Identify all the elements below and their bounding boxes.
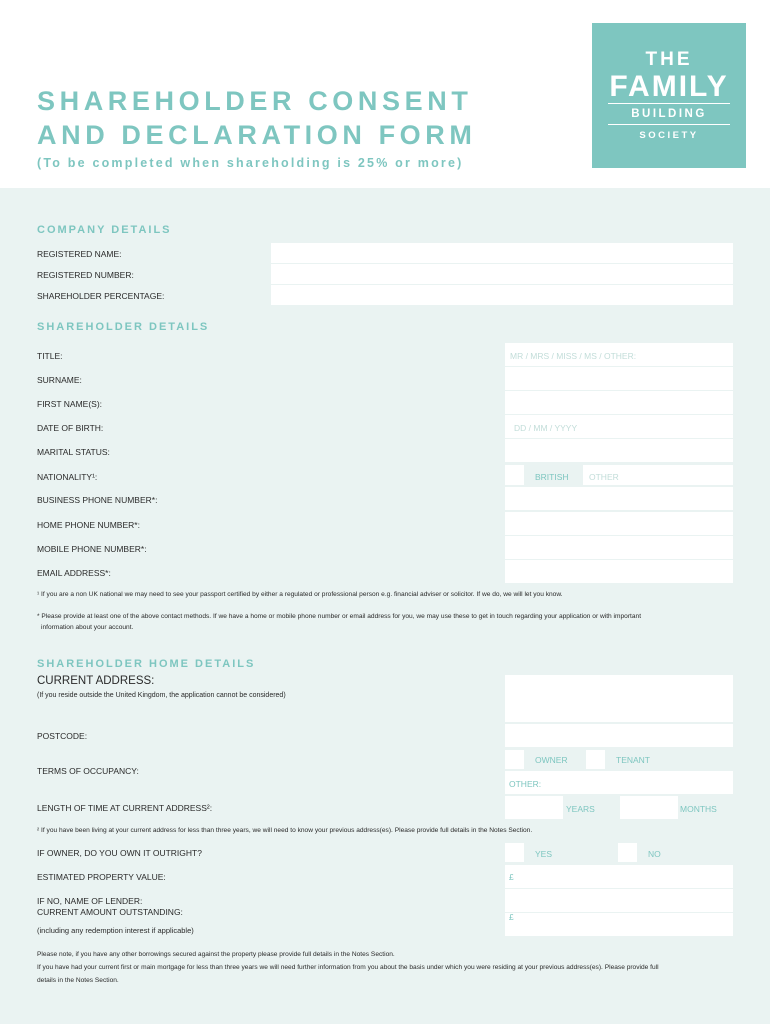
company-details-heading: COMPANY DETAILS xyxy=(37,224,172,236)
business-phone-label: BUSINESS PHONE NUMBER*: xyxy=(37,495,158,505)
lender-name-label: IF NO, NAME OF LENDER: xyxy=(37,896,143,906)
property-value-currency: £ xyxy=(509,872,514,882)
logo-divider xyxy=(608,103,730,104)
business-phone-field[interactable] xyxy=(505,487,733,510)
contact-footnote-line-1: * Please provide at least one of the above contact methods. If we have a home or mobile phone number or email address for you, we may use these to get in touch regarding your application or with important xyxy=(37,613,642,620)
months-unit-label: MONTHS xyxy=(680,804,717,814)
mobile-phone-field[interactable] xyxy=(505,536,733,559)
email-label: EMAIL ADDRESS*: xyxy=(37,568,111,578)
borrowings-note: Please note, if you have any other borrowings secured against the property please provide full details in the Notes Section. xyxy=(37,951,395,958)
yes-option-label: YES xyxy=(535,849,553,859)
redemption-note: (including any redemption interest if applicable) xyxy=(37,926,194,935)
owner-option-label: OWNER xyxy=(535,755,568,765)
no-option-label: NO xyxy=(648,849,661,859)
own-outright-yes-checkbox[interactable] xyxy=(505,843,524,862)
first-names-field[interactable] xyxy=(505,391,733,414)
logo-the: THE xyxy=(645,49,693,70)
title-options: MR / MRS / MISS / MS / OTHER: xyxy=(510,351,637,361)
surname-field[interactable] xyxy=(505,367,733,390)
property-value-label: ESTIMATED PROPERTY VALUE: xyxy=(37,872,166,882)
home-phone-field[interactable] xyxy=(505,512,733,535)
registered-name-label: REGISTERED NAME: xyxy=(37,249,122,259)
page-subtitle: (To be completed when shareholding is 25% or more) xyxy=(37,156,464,170)
previous-address-footnote: ² If you have been living at your current address for less than three years, we will need to know your previous address(es). Please provide full details in the Notes Section. xyxy=(37,827,533,834)
logo-society: SOCIETY xyxy=(639,130,699,141)
contact-footnote-line-2: information about your account. xyxy=(41,624,134,631)
registered-number-field[interactable] xyxy=(271,264,733,284)
mobile-phone-label: MOBILE PHONE NUMBER*: xyxy=(37,544,147,554)
shareholder-percentage-field[interactable] xyxy=(271,285,733,305)
title-line-2: AND DECLARATION FORM xyxy=(37,120,477,150)
shareholder-details-heading: SHAREHOLDER DETAILS xyxy=(37,321,210,333)
marital-status-field[interactable] xyxy=(505,439,733,462)
british-option-label: BRITISH xyxy=(535,472,569,482)
property-value-field[interactable] xyxy=(505,865,733,888)
home-details-heading: SHAREHOLDER HOME DETAILS xyxy=(37,658,256,670)
nationality-british-checkbox[interactable] xyxy=(505,465,524,485)
amount-outstanding-label: CURRENT AMOUNT OUTSTANDING: xyxy=(37,907,183,917)
home-phone-label: HOME PHONE NUMBER*: xyxy=(37,520,140,530)
email-field[interactable] xyxy=(505,560,733,583)
terms-of-occupancy-label: TERMS OF OCCUPANCY: xyxy=(37,766,139,776)
years-field[interactable] xyxy=(505,796,563,819)
page-title xyxy=(37,84,476,152)
family-building-society-logo xyxy=(592,23,746,168)
owner-checkbox[interactable] xyxy=(505,750,524,769)
marital-status-label: MARITAL STATUS: xyxy=(37,447,110,457)
logo-family: FAMILY xyxy=(609,70,729,103)
occupancy-other-label: OTHER: xyxy=(509,779,542,789)
mortgage-note-line-1: If you have had your current first or main mortgage for less than three years we will need further information from you about the basis under which you were residing at your previous address(es). Please provide full xyxy=(37,964,659,971)
title-line-1: SHAREHOLDER CONSENT xyxy=(37,86,473,116)
years-unit-label: YEARS xyxy=(566,804,595,814)
page-header xyxy=(0,0,770,188)
other-option-label: OTHER xyxy=(589,472,619,482)
postcode-field[interactable] xyxy=(505,724,733,747)
own-outright-label: IF OWNER, DO YOU OWN IT OUTRIGHT? xyxy=(37,848,202,858)
logo-building: BUILDING xyxy=(631,108,707,120)
first-names-label: FIRST NAME(S): xyxy=(37,399,103,409)
tenant-option-label: TENANT xyxy=(616,755,650,765)
length-at-address-label: LENGTH OF TIME AT CURRENT ADDRESS²: xyxy=(37,803,213,813)
current-address-label: CURRENT ADDRESS: xyxy=(37,675,155,687)
amount-outstanding-currency: £ xyxy=(509,912,514,922)
surname-label: SURNAME: xyxy=(37,375,82,385)
amount-outstanding-field[interactable] xyxy=(505,913,733,936)
postcode-label: POSTCODE: xyxy=(37,731,88,741)
months-field[interactable] xyxy=(620,796,678,819)
lender-name-field[interactable] xyxy=(505,889,733,912)
dob-label: DATE OF BIRTH: xyxy=(37,423,104,433)
own-outright-no-checkbox[interactable] xyxy=(618,843,637,862)
title-label: TITLE: xyxy=(37,351,63,361)
logo-divider xyxy=(608,124,730,125)
address-note: (If you reside outside the United Kingdom, the application cannot be considered) xyxy=(37,692,286,699)
shareholder-percentage-label: SHAREHOLDER PERCENTAGE: xyxy=(37,291,165,301)
dob-placeholder: DD / MM / YYYY xyxy=(514,423,578,433)
current-address-field[interactable] xyxy=(505,675,733,722)
nationality-footnote: ¹ If you are a non UK national we may need to see your passport certified by either a regulated or professional person e.g. financial adviser or solicitor. If we do, we will let you know. xyxy=(37,591,563,598)
tenant-checkbox[interactable] xyxy=(586,750,605,769)
registered-name-field[interactable] xyxy=(271,243,733,263)
registered-number-label: REGISTERED NUMBER: xyxy=(37,270,134,280)
nationality-label: NATIONALITY¹: xyxy=(37,472,98,482)
mortgage-note-line-2: details in the Notes Section. xyxy=(37,977,119,984)
